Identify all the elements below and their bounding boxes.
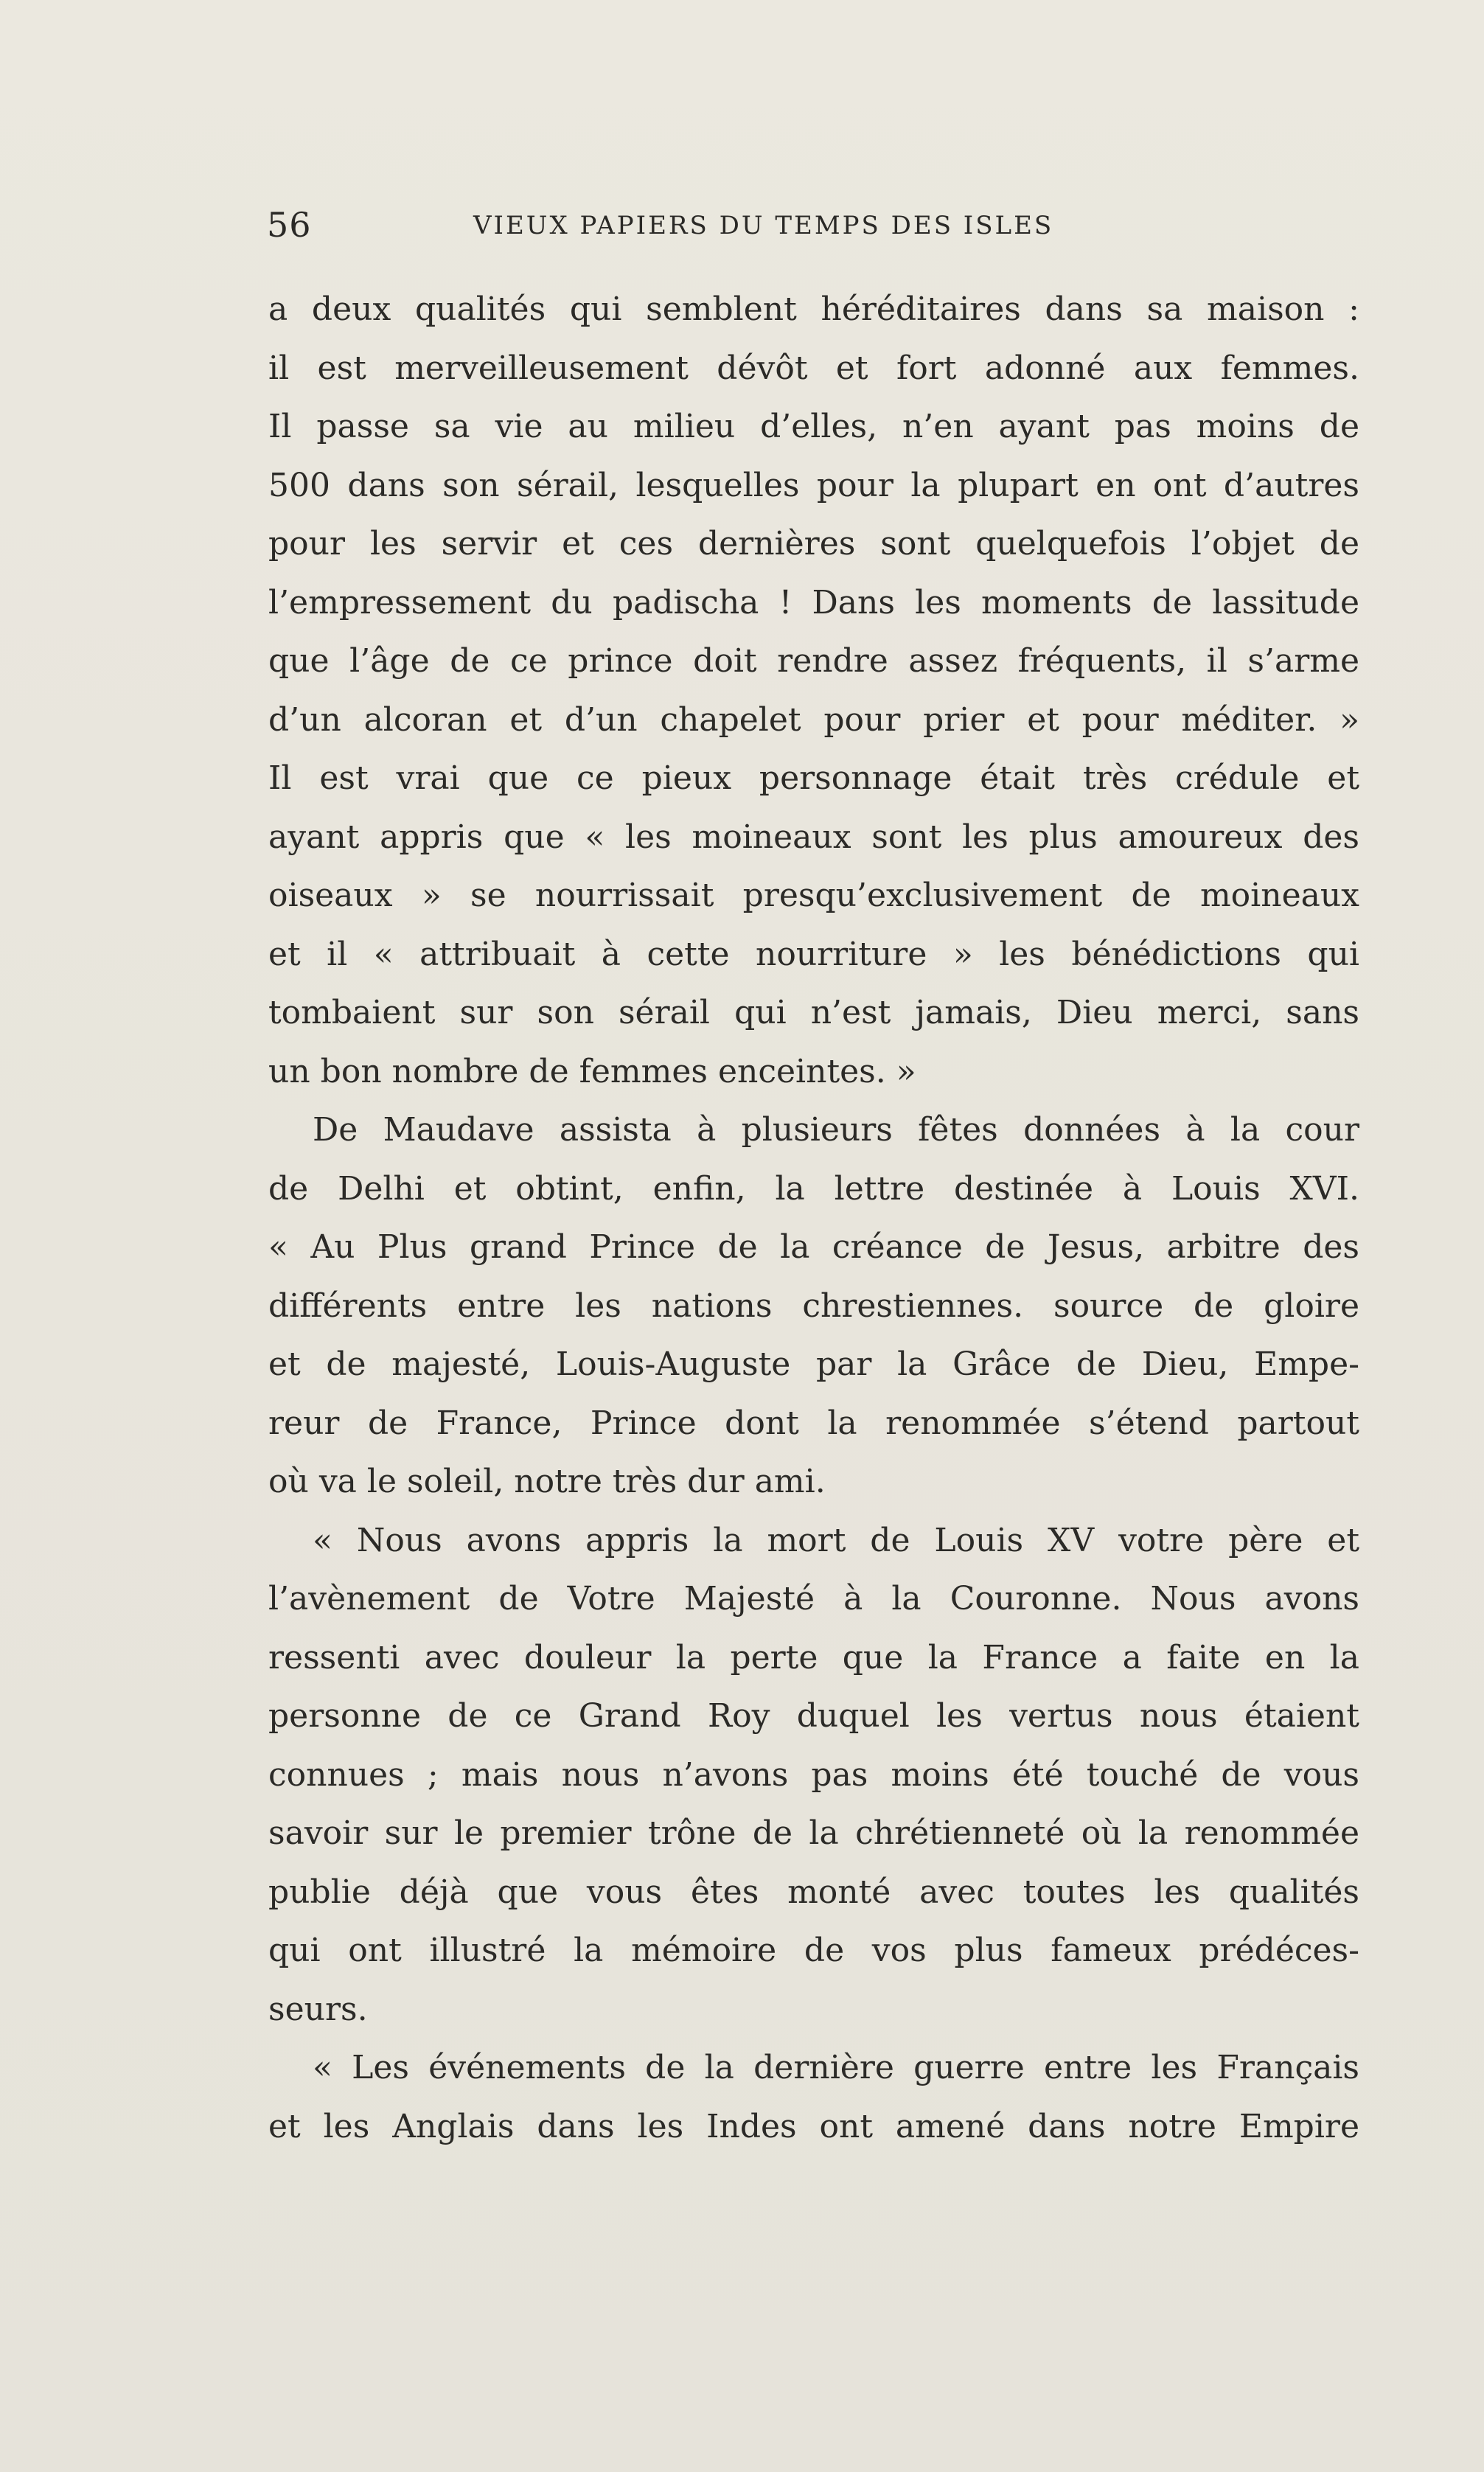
text-line: personne de ce Grand Roy duquel les vertus nous étaient (268, 1697, 1359, 1735)
text-line: l’avènement de Votre Majesté à la Couronne. Nous avons (268, 1580, 1359, 1618)
text-line: a deux qualités qui semblent héréditaires dans sa maison : (268, 290, 1359, 328)
text-line: savoir sur le premier trône de la chrétienneté où la renommée (268, 1814, 1359, 1852)
body-text (268, 280, 1359, 2156)
text-line: d’un alcoran et d’un chapelet pour prier et pour méditer. » (268, 700, 1359, 739)
text-line: différents entre les nations chrestiennes. source de gloire (268, 1287, 1359, 1325)
text-line: seurs. (268, 1990, 368, 2028)
text-line: « Les événements de la dernière guerre entre les Français (313, 2049, 1359, 2086)
text-line: qui ont illustré la mémoire de vos plus fameux prédéces- (268, 1932, 1359, 1969)
text-line: et il « attribuait à cette nourriture » les bénédictions qui (268, 935, 1359, 973)
text-line: « Au Plus grand Prince de la créance de Jesus, arbitre des (268, 1228, 1359, 1266)
text-line: de Delhi et obtint, enfin, la lettre destinée à Louis XVI. (268, 1169, 1359, 1208)
text-line: ayant appris que « les moineaux sont les plus amoureux des (268, 818, 1359, 856)
text-line: oiseaux » se nourrissait presqu’exclusivement de moineaux (268, 877, 1359, 914)
text-line: publie déjà que vous êtes monté avec toutes les qualités (268, 1873, 1359, 1911)
text-line: 500 dans son sérail, lesquelles pour la plupart en ont d’autres (268, 466, 1359, 504)
text-line: il est merveilleusement dévôt et fort adonné aux femmes. (268, 349, 1359, 387)
text-line: et les Anglais dans les Indes ont amené dans notre Empire (268, 2107, 1359, 2145)
text-line: que l’âge de ce prince doit rendre assez fréquents, il s’arme (268, 642, 1359, 680)
text-line: ressenti avec douleur la perte que la France a faite en la (268, 1638, 1359, 1677)
text-line: où va le soleil, notre très dur ami. (268, 1463, 826, 1500)
page-header (267, 205, 1373, 249)
text-line: et de majesté, Louis-Auguste par la Grâce de Dieu, Empe- (268, 1345, 1359, 1383)
page-number: 56 (267, 205, 312, 245)
text-line: un bon nombre de femmes enceintes. » (268, 1052, 916, 1090)
text-line: tombaient sur son sérail qui n’est jamais, Dieu merci, sans (268, 994, 1359, 1031)
text-line: Il est vrai que ce pieux personnage était très crédule et (268, 759, 1359, 797)
text-line: « Nous avons appris la mort de Louis XV votre père et (313, 1521, 1359, 1559)
text-line: pour les servir et ces dernières sont quelquefois l’objet de (268, 525, 1359, 563)
text-line: Il passe sa vie au milieu d’elles, n’en ayant pas moins de (268, 408, 1359, 445)
text-line: De Maudave assista à plusieurs fêtes données à la cour (313, 1111, 1359, 1149)
running-title: VIEUX PAPIERS DU TEMPS DES ISLES (473, 211, 1054, 240)
text-line: connues ; mais nous n’avons pas moins été touché de vous (268, 1755, 1359, 1794)
text-line: reur de France, Prince dont la renommée s’étend partout (268, 1404, 1359, 1442)
text-line: l’empressement du padischa ! Dans les moments de lassitude (268, 583, 1359, 622)
